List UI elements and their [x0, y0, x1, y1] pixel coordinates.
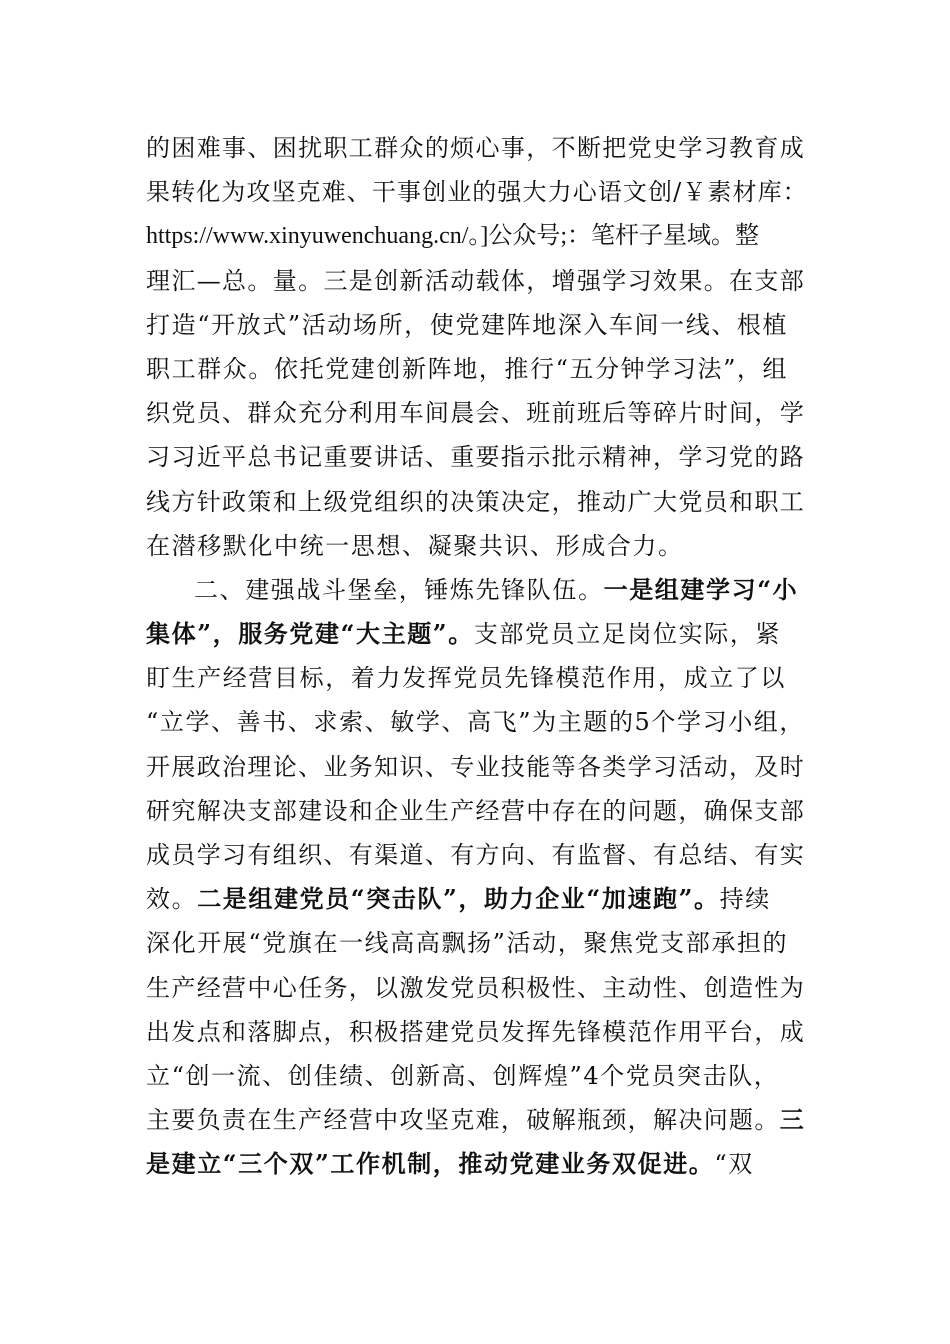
- body-text: 支部党员立足岗位实际，紧: [473, 620, 782, 649]
- paragraph-line: 线方针政策和上级党组织的决策决定，推动广大党员和职工: [146, 487, 806, 516]
- paragraph-line: 的困难事、困扰职工群众的烦心事，不断把党史学习教育成: [146, 134, 806, 162]
- paragraph-line: 职工群众。依托党建创新阵地，推行“五分钟学习法”，组: [146, 354, 789, 383]
- paragraph-line: 研究解决支部建设和企业生产经营中存在的问题，确保支部: [146, 796, 806, 825]
- paragraph-line: [146, 568, 810, 612]
- paragraph-line: [146, 612, 810, 656]
- paragraph-line: 生产经营中心任务，以激发党员积极性、主动性、创造性为: [146, 973, 806, 1002]
- paragraph-line: 织党员、群众充分利用车间晨会、班前班后等碎片时间，学: [146, 399, 806, 428]
- bold-subheading: 是建立“三个双”工作机制，推动党建业务双促进。: [146, 1149, 715, 1179]
- bold-subheading: 三: [779, 1105, 806, 1135]
- body-text: 主要负责在生产经营中攻坚克难，破解瓶颈，解决问题。: [146, 1106, 780, 1135]
- paragraph-2: [146, 568, 810, 1187]
- paragraph-line: 盯生产经营目标，着力发挥党员先锋模范作用，成立了以: [146, 664, 786, 693]
- body-text: 效。: [146, 885, 198, 914]
- bold-subheading: 二是组建党员“突击队”，助力企业“加速跑”。: [197, 884, 720, 914]
- paragraph-line-url: https://www.xinyuwenchuang.cn/。]公众号;：笔杆子星域。整: [146, 223, 760, 250]
- paragraph-line: 成员学习有组织、有渠道、有方向、有监督、有总结、有实: [146, 841, 806, 869]
- paragraph-line: 果转化为攻坚克难、干事创业的强大力心语文创/￥素材库：: [146, 178, 808, 207]
- paragraph-line: 习习近平总书记重要讲话、重要指示批示精神，学习党的路: [146, 443, 806, 472]
- paragraph-line: 出发点和落脚点，积极搭建党员发挥先锋模范作用平台，成: [146, 1017, 806, 1046]
- paragraph-line: “立学、善书、求索、敏学、高飞”为主题的5个学习小组，: [146, 708, 806, 737]
- paragraph-line: 深化开展“党旗在一线高高飘扬”活动，聚焦党支部承担的: [146, 929, 789, 958]
- bold-subheading: 集体”，服务党建“大主题”。: [146, 619, 474, 649]
- bold-subheading: 一是组建学习“小: [603, 574, 799, 604]
- paragraph-line: 立“创一流、创佳绩、创新高、创辉煌”4个党员突击队，: [146, 1061, 780, 1090]
- body-text: 持续: [719, 885, 771, 914]
- paragraph-1: [146, 126, 810, 568]
- section-heading: 二、建强战斗堡垒，锤炼先锋队伍。: [194, 575, 604, 604]
- paragraph-line: 理汇—总。量。三是创新活动载体，增强学习效果。在支部: [146, 266, 806, 295]
- paragraph-line: [146, 877, 810, 921]
- paragraph-line: 在潜移默化中统一思想、凝聚共识、形成合力。: [146, 531, 684, 560]
- body-text: “双: [714, 1150, 754, 1179]
- paragraph-line: 打造“开放式”活动场所，使党建阵地深入车间一线、根植: [146, 310, 789, 339]
- document-body: [146, 126, 810, 1187]
- paragraph-line: [146, 1142, 810, 1186]
- paragraph-line: 开展政治理论、业务知识、专业技能等各类学习活动，及时: [146, 752, 806, 781]
- paragraph-line: [146, 1098, 810, 1142]
